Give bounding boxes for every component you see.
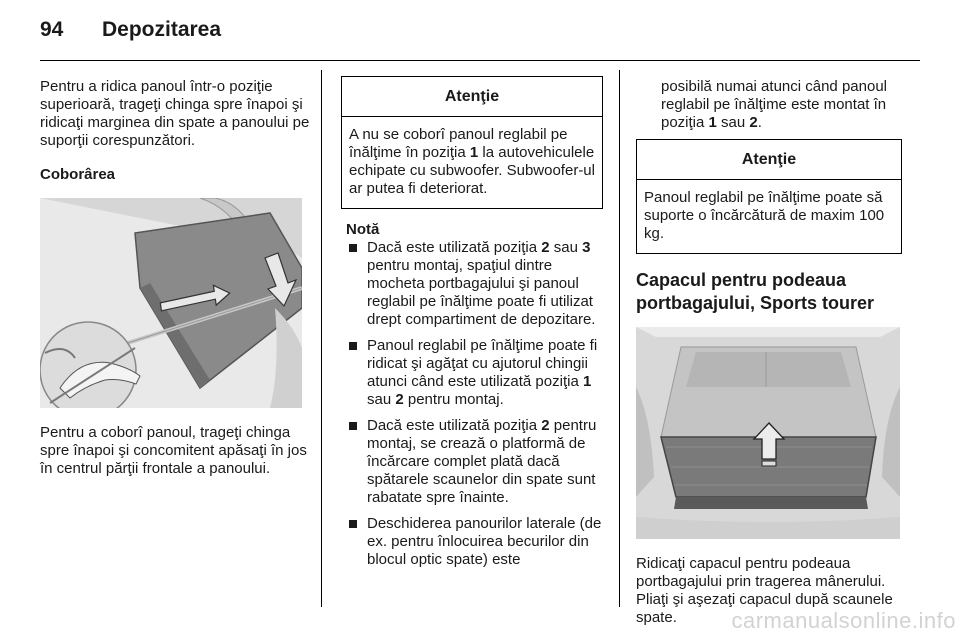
- list-item: Dacă este utilizată poziţia 2 pentru montaj, se crează o platformă de încărcare complet plată dacă spătarele scaunelor din spate sunt rabatate spre înainte.: [346, 417, 603, 507]
- section-title: Capacul pentru podeaua portbagajului, Sports tourer: [636, 270, 875, 313]
- intro-paragraph: Pentru a ridica panoul într-o poziţie superioară, trageţi chinga spre înapoi şi ridicaţi marginea din spate a panoului pe suporţii corespunzători.: [40, 78, 310, 149]
- note-bullet-list: [346, 239, 603, 569]
- warning-position-number: 1: [469, 144, 479, 161]
- load-floor-cover-illustration: [636, 327, 900, 539]
- warning-title: Atenţie: [342, 77, 602, 117]
- subheading-coborarea: Coborârea: [40, 166, 116, 183]
- column-divider-1: [321, 70, 322, 607]
- column-1: [40, 78, 312, 478]
- column-3: [636, 78, 904, 627]
- lowering-panel-illustration: [40, 198, 302, 408]
- watermark: carmanualsonline.info: [731, 608, 956, 633]
- column-2: [341, 76, 603, 577]
- warning-text-part: la autovehiculele echipate cu subwoofer. Subwoofer-ul ar putea fi deteriorat.: [349, 144, 595, 197]
- note-block: [341, 221, 603, 569]
- lowering-paragraph: Pentru a coborî panoul, trageţi chinga spre înapoi şi concomitent apăsaţi în jos în centrul părţii frontale a panoului.: [40, 424, 307, 477]
- warning-title: Atenţie: [637, 140, 901, 180]
- list-item: Panoul reglabil pe înălţime poate fi ridicat şi agăţat cu ajutorul chingii atunci când este utilizată poziţia 1 sau 2 pentru montaj.: [346, 337, 603, 409]
- lowering-panel-drawing: [40, 198, 302, 408]
- warning-text: Panoul reglabil pe înălţime poate să suporte o încărcătură de maxim 100 kg.: [644, 189, 885, 242]
- warning-box-subwoofer: [341, 76, 603, 209]
- header-rule: [40, 60, 920, 61]
- warning-text-part: A nu se coborî panoul reglabil pe înălţime în poziţia: [349, 126, 568, 161]
- cover-paragraph: Ridicaţi capacul pentru podeaua portbagajului prin tragerea mânerului. Pliaţi şi aşezaţi capacul după scaunele spate.: [636, 555, 893, 626]
- list-item: Deschiderea panourilor laterale (de ex. pentru înlocuirea becurilor din blocul optic spate) este: [346, 515, 603, 569]
- page-title: Depozitarea: [102, 18, 222, 41]
- list-item: Dacă este utilizată poziţia 2 sau 3 pentru montaj, spaţiul dintre mocheta portbagajului şi panoul reglabil pe înălţime poate fi utilizat drept compartiment de depozitare.: [346, 239, 603, 329]
- page-number: 94: [40, 18, 64, 41]
- note-title: Notă: [346, 221, 380, 238]
- warning-text: [342, 117, 602, 208]
- column-divider-2: [619, 70, 620, 607]
- page-header: [40, 18, 221, 42]
- warning-box-max-load: [636, 139, 902, 254]
- continued-paragraph: posibilă numai atunci când panoul reglabil pe înălţime este montat în poziţia 1 sau 2.: [661, 78, 887, 131]
- load-floor-cover-drawing: [636, 327, 900, 539]
